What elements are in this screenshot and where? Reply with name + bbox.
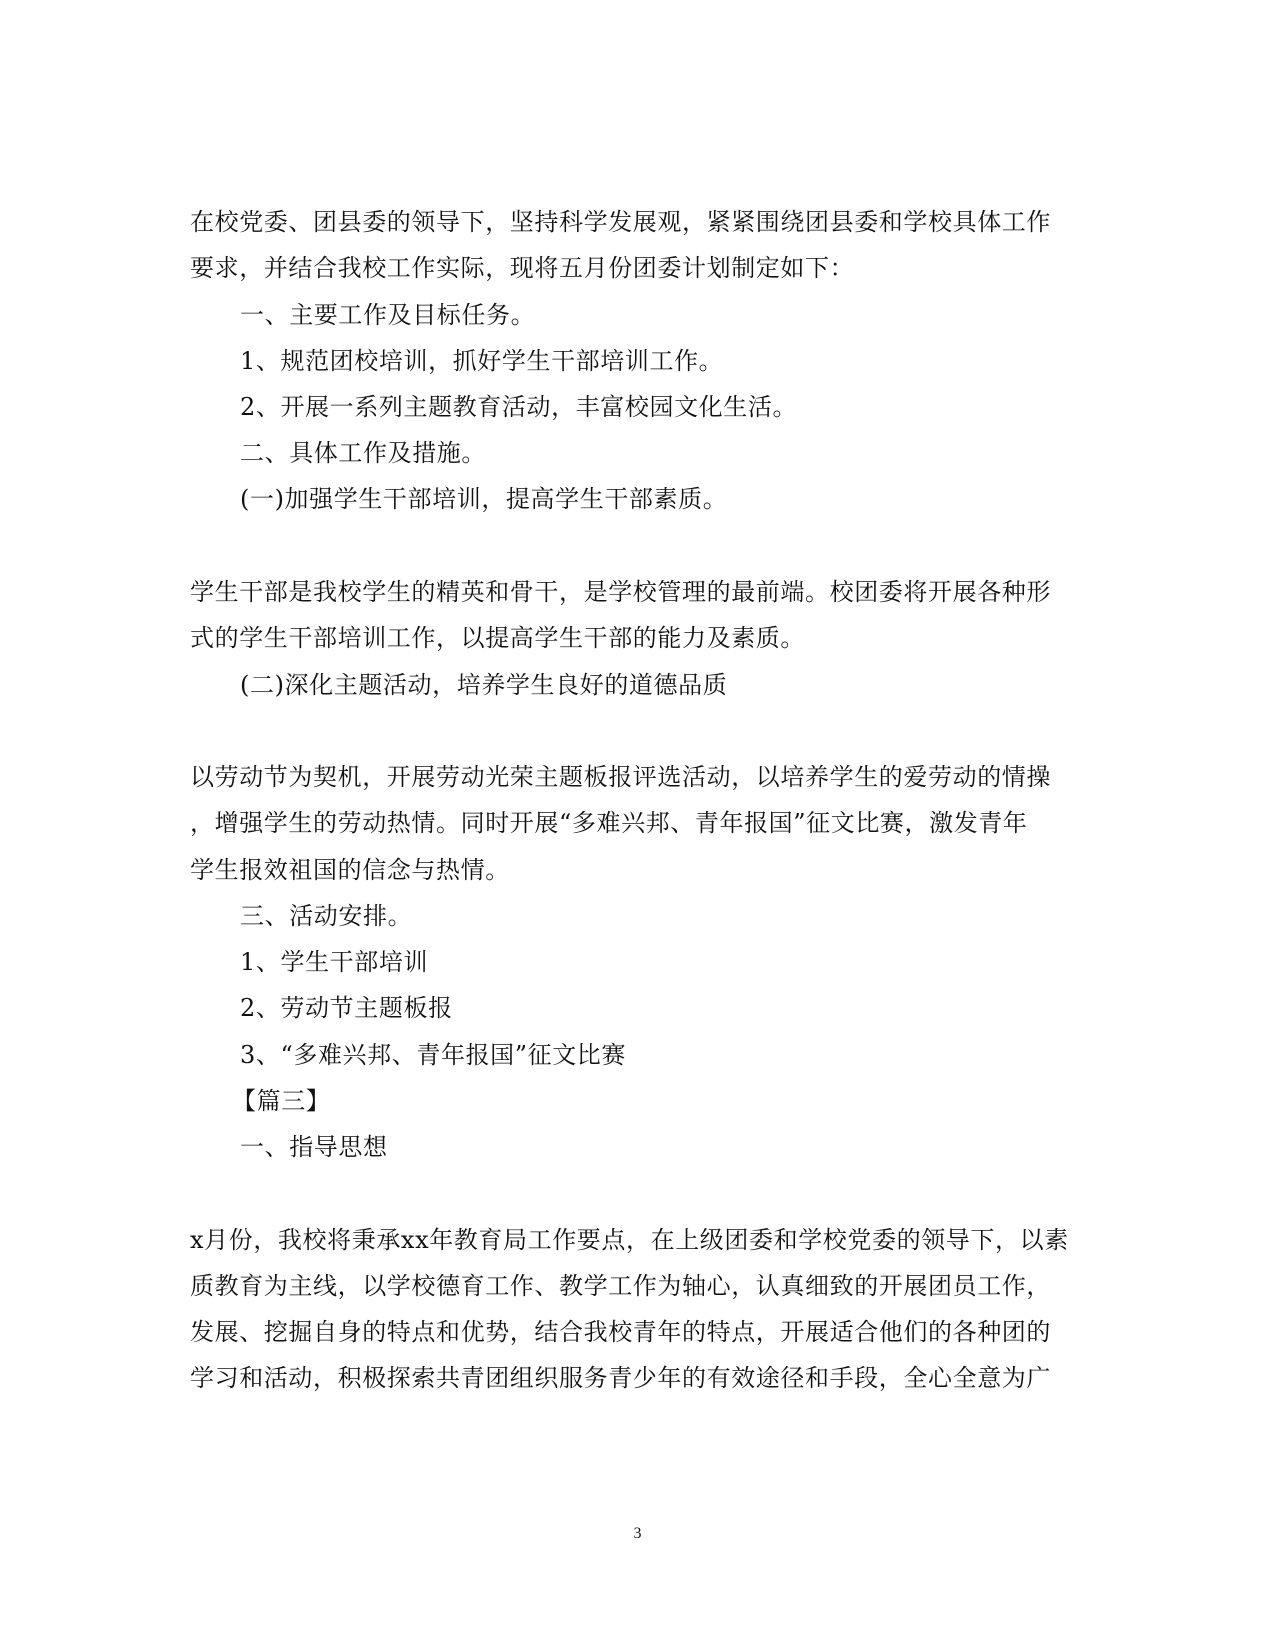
paragraph-line: 质教育为主线，以学校德育工作、教学工作为轴心，认真细致的开展团员工作， [190,1272,1051,1300]
paragraph-line: 式的学生干部培训工作，以提高学生干部的能力及素质。 [190,624,805,652]
paragraph-line: 学生干部是我校学生的精英和骨干，是学校管理的最前端。校团委将开展各种形 [190,578,1051,606]
list-item: 2、开展一系列主题教育活动，丰富校园文化生活。 [240,393,798,421]
paragraph-line: ，增强学生的劳动热情。同时开展“多难兴邦、青年报国”征文比赛，激发青年 [190,809,1028,837]
section-heading: 一、指导思想 [240,1133,388,1161]
section-heading: 一、主要工作及目标任务。 [240,301,536,329]
subsection-heading: (一)加强学生干部培训，提高学生干部素质。 [240,485,728,513]
paragraph-line: 要求，并结合我校工作实际，现将五月份团委计划制定如下： [190,254,855,282]
list-item: 1、规范团校培训，抓好学生干部培训工作。 [240,347,724,375]
page-number: 3 [633,1525,642,1542]
section-heading: 二、具体工作及措施。 [240,439,486,467]
chapter-heading: 【篇三】 [232,1087,331,1115]
paragraph-line: 以劳动节为契机，开展劳动光荣主题板报评选活动，以培养学生的爱劳动的情操 [190,763,1051,791]
list-item: 3、“多难兴邦、青年报国”征文比赛 [240,1041,627,1069]
paragraph-line: 学习和活动，积极探索共青团组织服务青少年的有效途径和手段，全心全意为广 [190,1364,1051,1392]
paragraph-line: 在校党委、团县委的领导下，坚持科学发展观，紧紧围绕团县委和学校具体工作 [190,208,1051,236]
paragraph-line: 学生报效祖国的信念与热情。 [190,856,510,884]
section-heading: 三、活动安排。 [240,902,413,930]
list-item: 1、学生干部培训 [240,948,429,976]
paragraph-line: x月份，我校将秉承xx年教育局工作要点，在上级团委和学校党委的领导下，以素 [190,1226,1069,1254]
paragraph-line: 发展、挖掘自身的特点和优势，结合我校青年的特点，开展适合他们的各种团的 [190,1318,1051,1346]
list-item: 2、劳动节主题板报 [240,994,453,1022]
subsection-heading: (二)深化主题活动，培养学生良好的道德品质 [240,671,728,699]
